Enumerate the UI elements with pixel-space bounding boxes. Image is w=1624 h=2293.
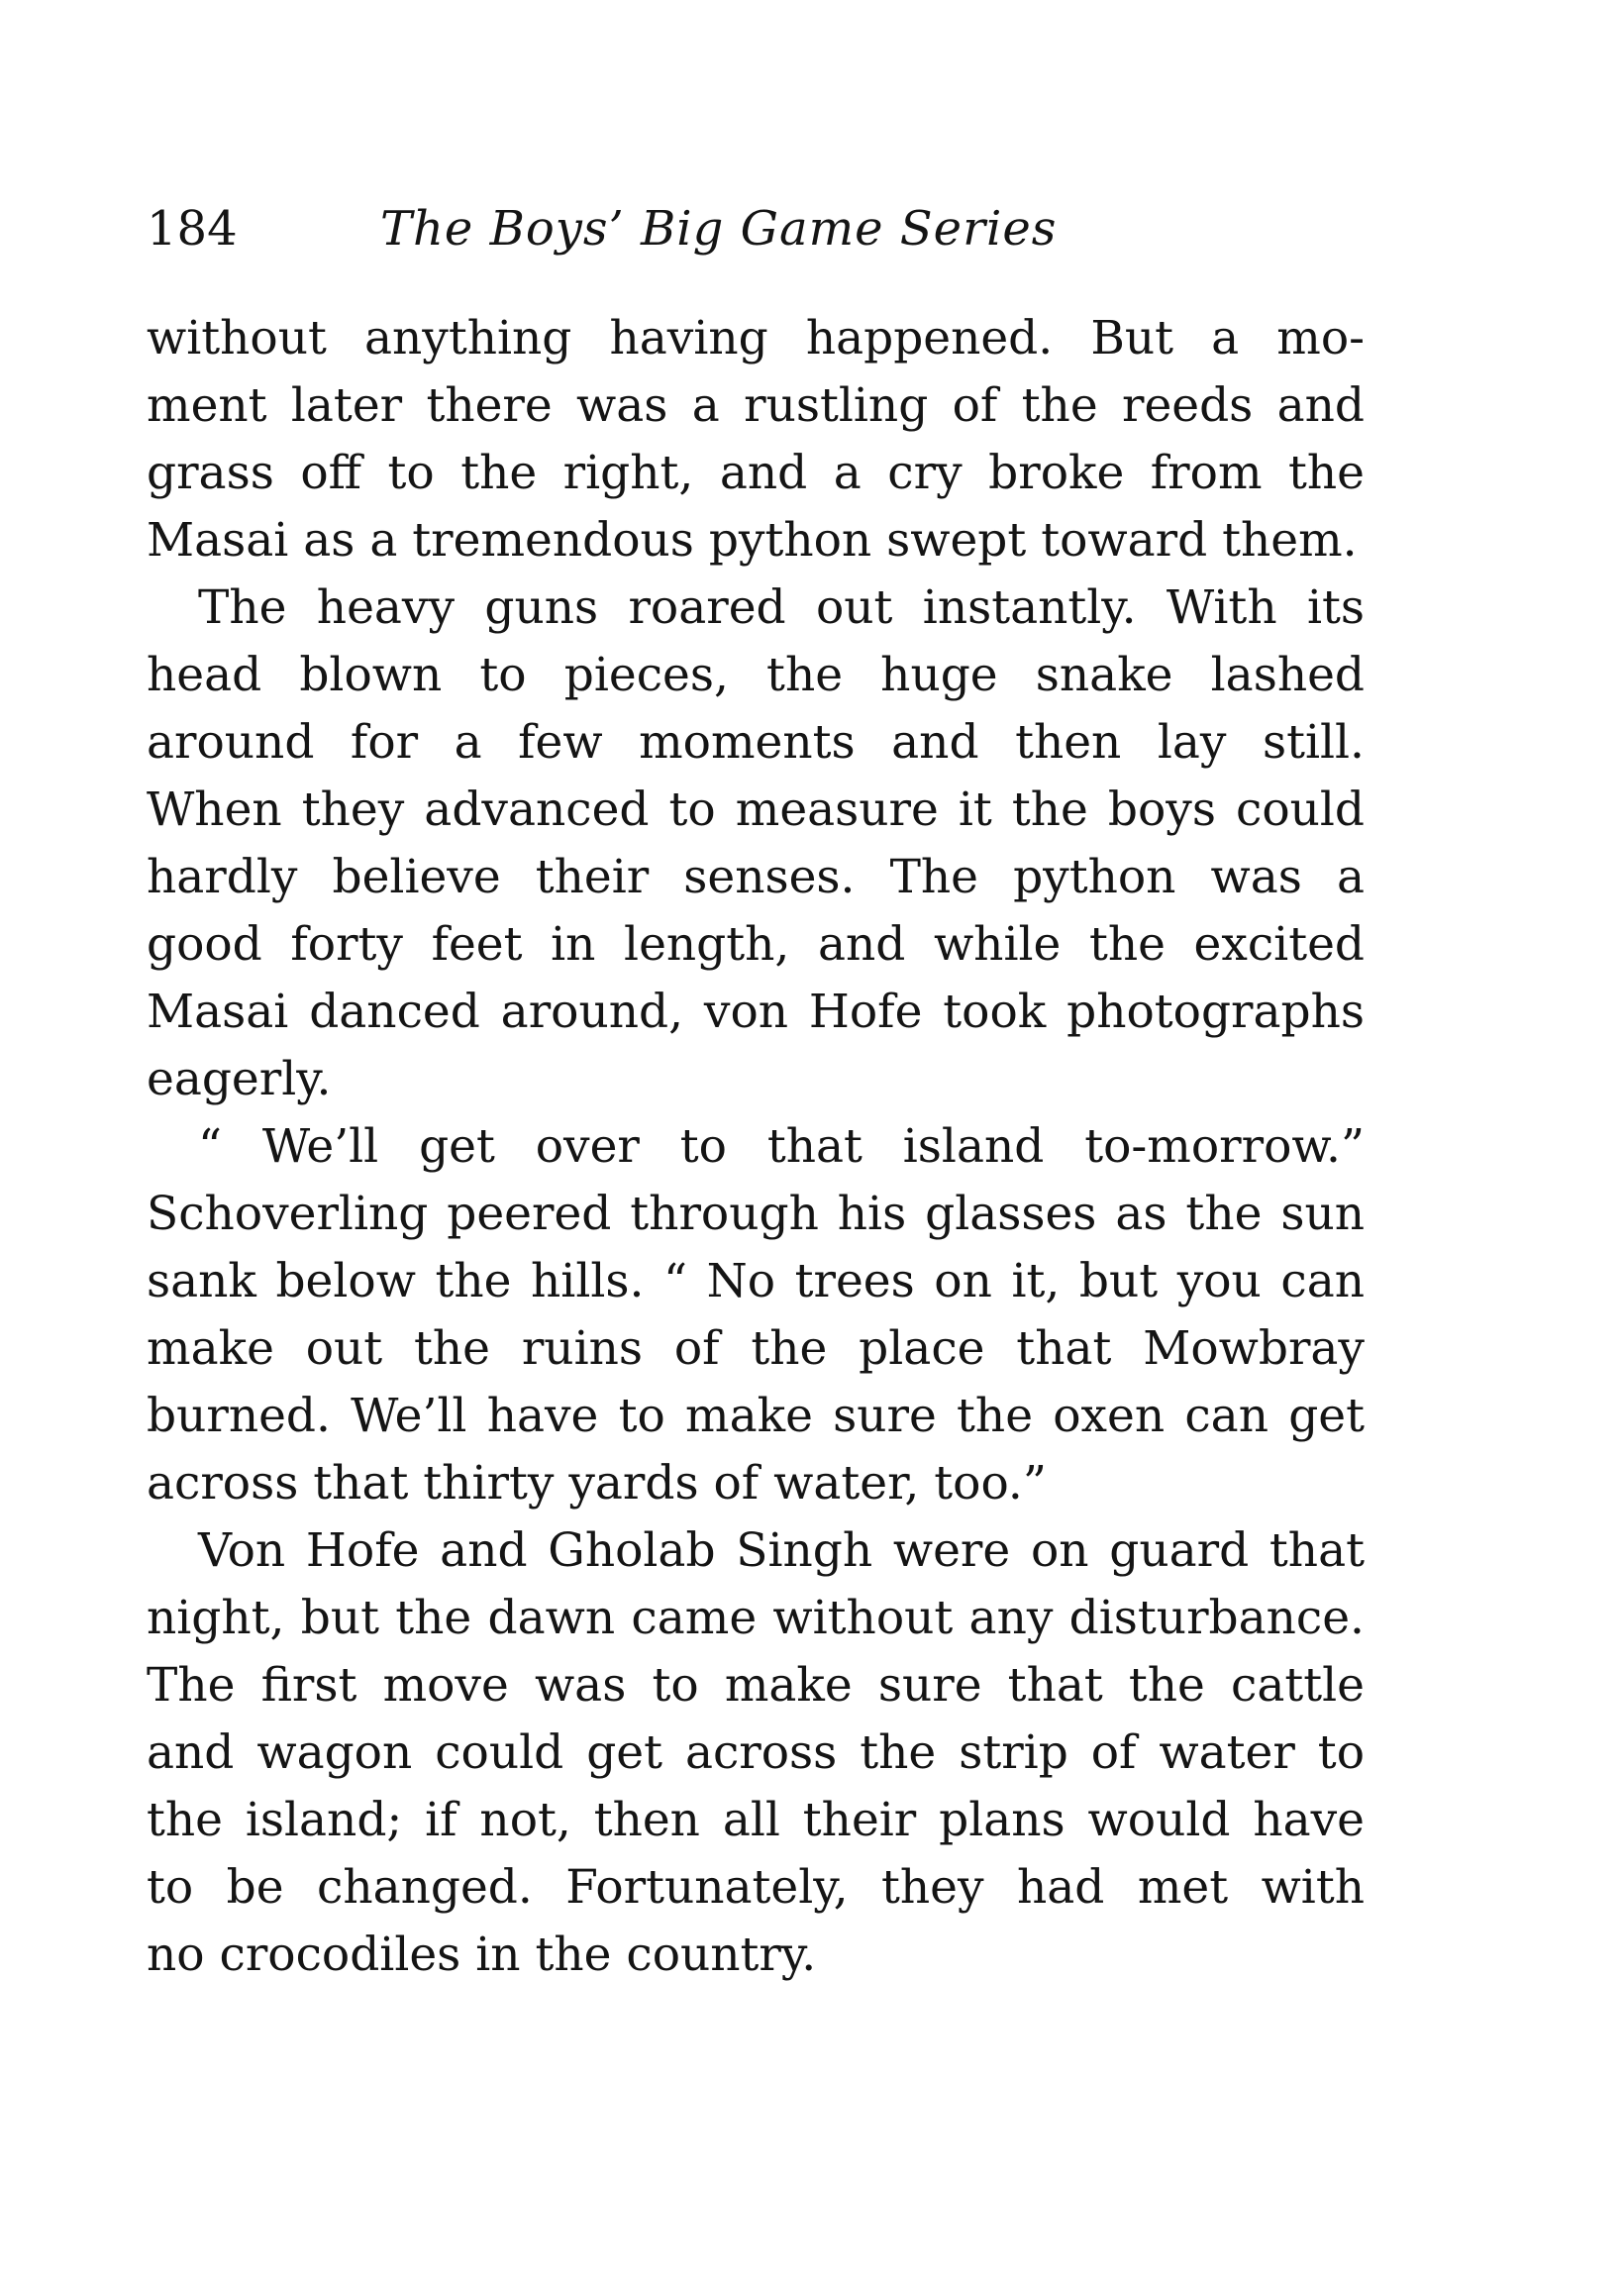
text-line: grass off to the right, and a cry broke from the — [147, 446, 1365, 500]
text-line: no crocodiles in the country. — [147, 1928, 817, 1982]
body-text — [147, 305, 1365, 1989]
paragraph-first-line: Von Hofe and Gholab Singh were on guard that — [198, 1523, 1365, 1578]
text-line: Schoverling peered through his glasses as the sun — [147, 1187, 1365, 1241]
text-line: sank below the hills. “ No trees on it, but you can — [147, 1254, 1365, 1308]
text-line: across that thirty yards of water, too.” — [147, 1456, 1047, 1511]
text-line: hardly believe their senses. The python was a — [147, 850, 1365, 904]
text-line: eagerly. — [147, 1052, 332, 1106]
text-line: night, but the dawn came without any disturbance. — [147, 1591, 1365, 1645]
text-line: make out the ruins of the place that Mowbray — [147, 1321, 1365, 1376]
text-line: without anything having happened. But a mo- — [147, 311, 1365, 365]
text-line: ment later there was a rustling of the reeds and — [147, 378, 1365, 433]
text-line: burned. We’ll have to make sure the oxen can get — [147, 1389, 1365, 1443]
page-number: 184 — [147, 201, 238, 257]
text-line: head blown to pieces, the huge snake lashed — [147, 648, 1365, 702]
paragraph-first-line: The heavy guns roared out instantly. With its — [198, 580, 1365, 635]
text-line: The first move was to make sure that the cattle — [147, 1658, 1365, 1713]
text-line: the island; if not, then all their plans would have — [147, 1793, 1365, 1847]
text-line: Masai as a tremendous python swept toward them. — [147, 513, 1358, 568]
text-line: good forty feet in length, and while the excited — [147, 917, 1365, 972]
text-line: Masai danced around, von Hofe took photographs — [147, 985, 1365, 1039]
text-line: around for a few moments and then lay still. — [147, 715, 1365, 770]
text-line: When they advanced to measure it the boys could — [147, 782, 1365, 837]
paragraph-first-line: “ We’ll get over to that island to-morrow.” — [198, 1119, 1365, 1174]
running-head — [147, 194, 1365, 263]
running-title: The Boys’ Big Game Series — [380, 201, 1058, 257]
text-line: to be changed. Fortunately, they had met with — [147, 1860, 1365, 1915]
text-line: and wagon could get across the strip of water to — [147, 1725, 1365, 1780]
